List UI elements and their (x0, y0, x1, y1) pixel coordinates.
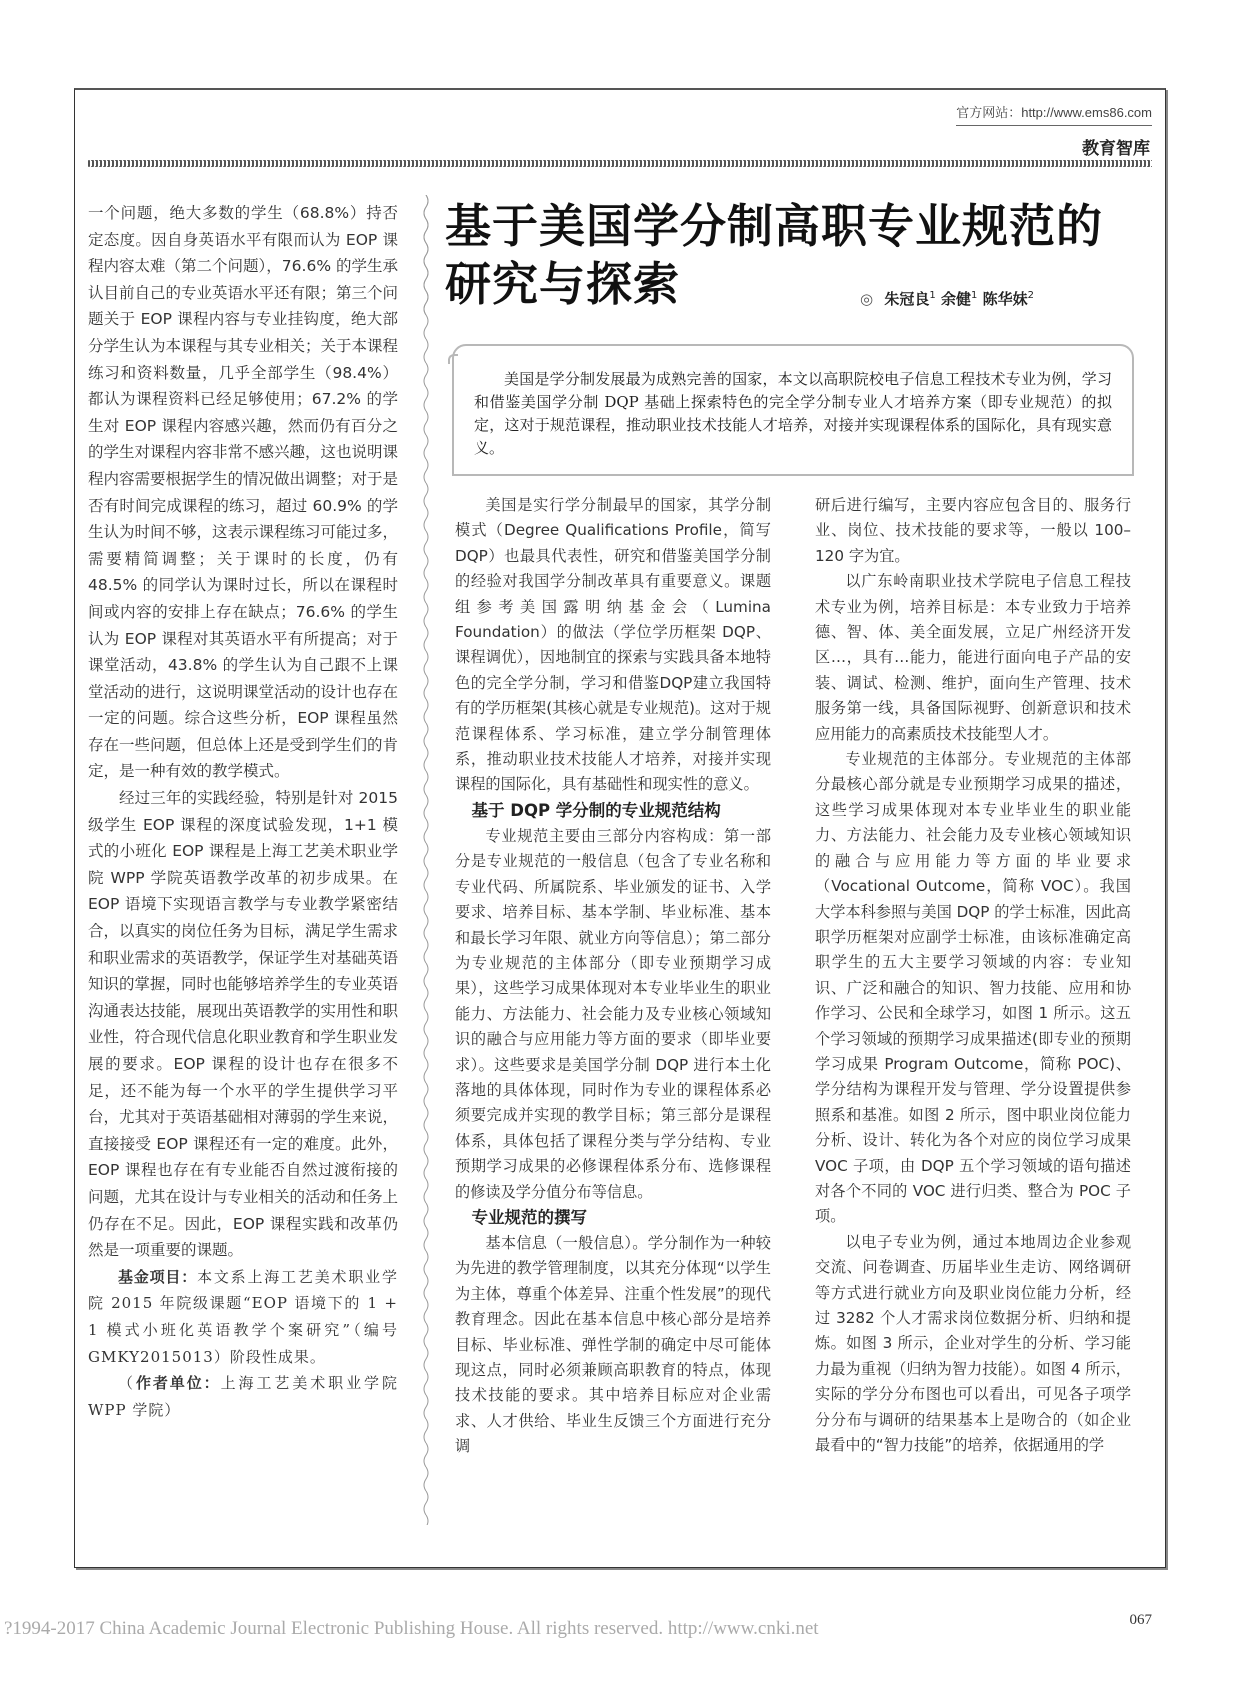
fund-label: 基金项目： (118, 1267, 198, 1286)
header-section-title: 教育智库 (1082, 139, 1150, 159)
author-mark-icon: ◎ (860, 290, 874, 308)
right-paragraph-4: 以电子专业为例，通过本地周边企业参观交流、问卷调查、历届毕业生走访、网络调研等方式进行就业方向及职业岗位能力分析，经过 3282 个人才需求岗位数据分析、归纳和提炼。如图 3 所示，企业对学生的分析、学习能力最为重视（归纳为智力技能）。如图 4 所示，实际的学分分布图也可以看出，可见各子项学分分布与调研的结果基本上是吻合的（如企业最看中的“智力技能”的培养，依据通用的学 (815, 1232, 1131, 1455)
middle-column (455, 493, 771, 1460)
header-website: 官方网站：http://www.ems86.com (956, 102, 1152, 126)
section-heading-writing: 专业规范的撰写 (471, 1207, 587, 1227)
middle-paragraph-1: 美国是实行学分制最早的国家，其学分制模式（Degree Qualifications Profile，简写 DQP）也最具代表性，研究和借鉴美国学分制的经验对我国学分制改革具有重要意义。课题组参考美国露明纳基金会（Lumina Foundation）的做法（学位学历框架 DQP、课程调优），因地制宜的探索与实践具备本地特色的完全学分制，学习和借鉴DQP建立我国特有的学历框架(其核心就是专业规范)。这对于规范课程体系、学习标准，建立学分制管理体系，推动职业技术技能人才培养，对接并实现课程的国际化，具有基础性和现实性的意义。 (455, 496, 771, 794)
page-number: 067 (1129, 1612, 1152, 1628)
author-list (860, 288, 1034, 309)
left-paragraph-2: 经过三年的实践经验，特别是针对 2015 级学生 EOP 课程的深度试验发现，1+1 模式的小班化 EOP 课程是上海工艺美术职业学院 WPP 学院英语教学改革的初步成果。在 EOP 语境下实现语言教学与专业教学紧密结合，以真实的岗位任务为目标，满足学生需求和职业需求的英语教学，保证学生对基础英语知识的掌握，同时也能够培养学生的专业英语沟通表达技能，展现出英语教学的实用性和职业性，符合现代信息化职业教育和学生职业发展的要求。EOP 课程的设计也存在很多不足，还不能为每一个水平的学生提供学习平台，尤其对于英语基础相对薄弱的学生来说，直接接受 EOP 课程还有一定的难度。此外，EOP 课程也存在有专业能否自然过渡衔接的问题，尤其在设计与专业相关的活动和任务上仍存在不足。因此，EOP 课程实践和改革仍然是一项重要的课题。 (88, 789, 399, 1260)
header-divider (88, 160, 1152, 167)
left-column (88, 200, 398, 1423)
right-paragraph-3: 专业规范的主体部分。专业规范的主体部分最核心部分就是专业预期学习成果的描述，这些学习成果体现对本专业毕业生的职业能力、方法能力、社会能力及专业核心领域知识的融合与应用能力等方面的毕业要求（Vocational Outcome，简称 VOC）。我国大学本科参照与美国 DQP 的学士标准，因此高职学历框架对应副学士标准，由该标准确定高职学生的五大主要学习领域的内容：专业知识、广泛和融合的知识、智力技能、应用和协作学习、公民和全球学习，如图 1 所示。这五个学习领域的预期学习成果描述(即专业的预期学习成果 Program Outcome，简称 POC)、学分结构为课程开发与管理、学分设置提供参照系和基准。如图 2 所示，图中职业岗位能力分析、设计、转化为各个对应的岗位学习成果 VOC 子项，由 DQP 五个学习领域的语句描述对各个不同的 VOC 进行归类、整合为 POC 子项。 (815, 750, 1131, 1226)
section-heading-dqp-structure: 基于 DQP 学分制的专业规范结构 (471, 800, 721, 820)
fund-note (88, 1264, 398, 1370)
right-column (815, 493, 1131, 1458)
unit-text: 上海工艺美术职业学院 WPP 学院） (88, 1374, 398, 1419)
author-1-affiliation: 1 (929, 290, 936, 301)
author-1: 朱冠良 (884, 290, 930, 308)
author-2-affiliation: 1 (970, 290, 978, 301)
abstract-box (452, 344, 1134, 476)
unit-open-paren: （ (118, 1374, 136, 1393)
right-paragraph-2: 以广东岭南职业技术学院电子信息工程技术专业为例，培养目标是：本专业致力于培养德、智、体、美全面发展，立足广州经济开发区…，具有…能力，能进行面向电子产品的安装、调试、检测、维护，面向生产管理、技术服务第一线，具备国际视野、创新意识和技术应用能力的高素质技术技能型人才。 (815, 572, 1131, 743)
middle-paragraph-2: 专业规范主要由三部分内容构成：第一部分是专业规范的一般信息（包含了专业名称和专业代码、所属院系、毕业颁发的证书、入学要求、培养目标、基本学制、毕业标准、基本和最长学习年限、就业方向等信息）；第二部分为专业规范的主体部分（即专业预期学习成果），这些学习成果体现对本专业毕业生的职业能力、方法能力、社会能力及专业核心领域知识的融合与应用能力等方面的要求（即毕业要求）。这些要求是美国学分制 DQP 进行本土化落地的具体体现，同时作为专业的课程体系必须要完成并实现的教学目标；第三部分是课程体系，具体包括了课程分类与学分结构、专业预期学习成果的必修课程体系分布、选修课程的修读及学分值分布等信息。 (455, 826, 771, 1201)
fund-text: 本文系上海工艺美术职业学院 2015 年院级课题“EOP 语境下的 1 + 1 模式小班化英语教学个案研究”（编号 GMKY2015013）阶段性成果。 (88, 1267, 398, 1366)
title-line-2: 研究与探索 (445, 257, 680, 311)
unit-label: 作者单位： (135, 1374, 221, 1393)
author-2: 余健 (940, 290, 971, 308)
author-3-affiliation: 2 (1027, 290, 1034, 301)
article-title (445, 197, 1145, 313)
middle-paragraph-3: 基本信息（一般信息）。学分制作为一种较为先进的教学管理制度，以其充分体现“以学生为主体，尊重个体差异、注重个性发展”的现代教育理念。因此在基本信息中核心部分是培养目标、毕业标准、弹性学制的确定中尽可能体现这点，同时必须兼顾高职教育的特点，体现技术技能的要求。其中培养目标应对企业需求、人才供给、毕业生反馈三个方面进行充分调 (455, 1233, 771, 1456)
title-line-1: 基于美国学分制高职专业规范的 (445, 199, 1103, 253)
wavy-divider (421, 195, 431, 1525)
author-unit-note (88, 1370, 398, 1423)
abstract-text: 美国是学分制发展最为成熟完善的国家，本文以高职院校电子信息工程技术专业为例，学习和借鉴美国学分制 DQP 基础上探索特色的完全学分制专业人才培养方案（即专业规范）的拟定，这对于规范课程，推动职业技术技能人才培养，对接并实现课程体系的国际化，具有现实意义。 (474, 370, 1112, 457)
right-paragraph-1: 研后进行编写，主要内容应包含目的、服务行业、岗位、技术技能的要求等，一般以 100–120 字为宜。 (815, 496, 1131, 565)
left-paragraph-1: 一个问题，绝大多数的学生（68.8%）持否定态度。因自身英语水平有限而认为 EOP 课程内容太难（第二个问题），76.6% 的学生承认目前自己的专业英语水平还有限；第三个问题关于 EOP 课程内容与专业挂钩度，绝大部分学生认为本课程与其专业相关；关于本课程练习和资料数量，几乎全部学生（98.4%）都认为课程资料已经足够使用；67.2% 的学生对 EOP 课程内容感兴趣，然而仍有百分之的学生对课程内容非常不感兴趣，这也说明课程内容需要根据学生的情况做出调整；对于是否有时间完成课程的练习，超过 60.9% 的学生认为时间不够，这表示课程练习可能过多，需要精简调整；关于课时的长度，仍有 48.5% 的同学认为课时过长，所以在课程时间或内容的安排上存在缺点；76.6% 的学生认为 EOP 课程对其英语水平有所提高；对于课堂活动，43.8% 的学生认为自己跟不上课堂活动的进行，这说明课堂活动的设计也存在一定的问题。综合这些分析，EOP 课程虽然存在一些问题，但总体上还是受到学生们的肯定，是一种有效的教学模式。 (88, 204, 399, 781)
author-3: 陈华妹 (982, 290, 1028, 308)
copyright-footer: ?1994-2017 China Academic Journal Electronic Publishing House. All rights reserved. http://www.cnki.net (4, 1618, 819, 1639)
